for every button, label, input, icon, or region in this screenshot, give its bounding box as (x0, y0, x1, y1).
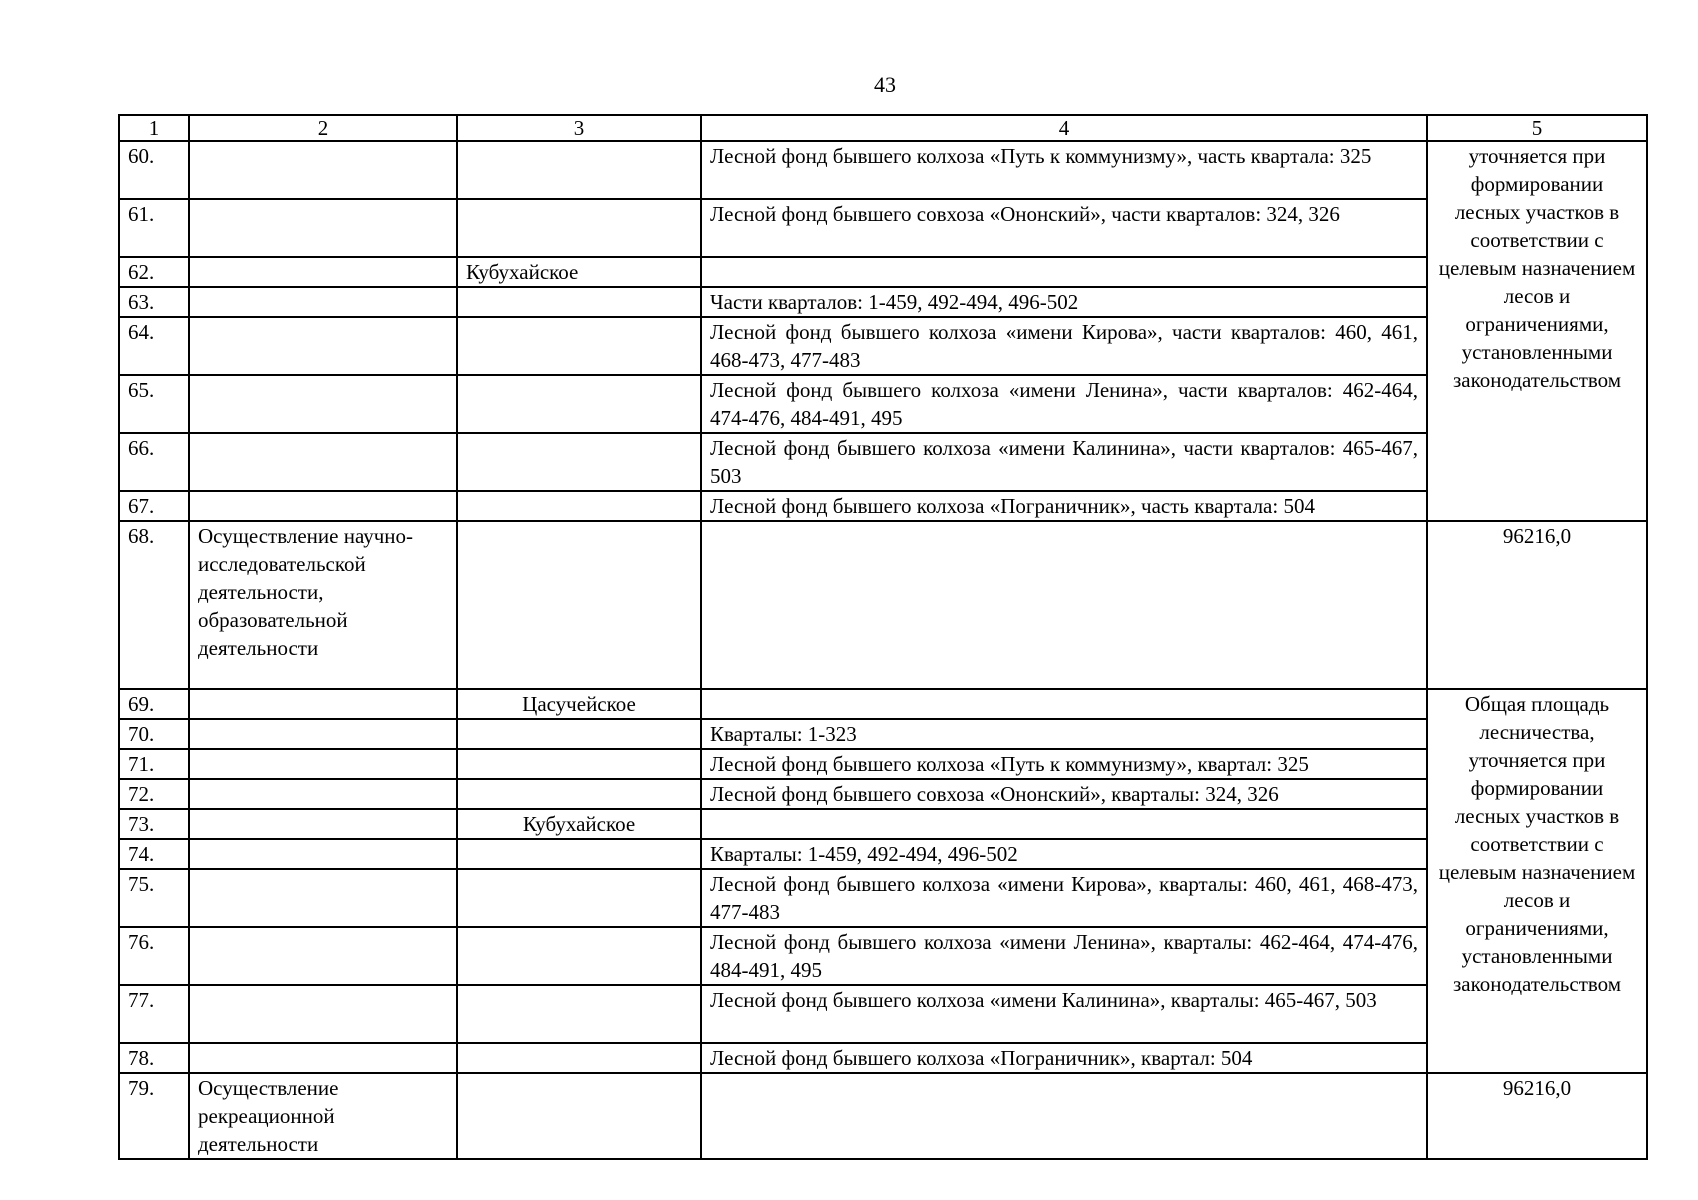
table-row (119, 375, 1647, 433)
row-number: 76. (119, 927, 189, 985)
row-number: 70. (119, 719, 189, 749)
quarters-cell: Лесной фонд бывшего колхоза «имени Ленина», кварталы: 462-464, 474-476, 484-491, 495 (701, 927, 1427, 985)
use-type-cell (189, 779, 457, 809)
header-col-5: 5 (1427, 115, 1647, 141)
table-row (119, 927, 1647, 985)
row-number: 75. (119, 869, 189, 927)
use-type-cell (189, 375, 457, 433)
table-row (119, 141, 1647, 199)
row-number: 77. (119, 985, 189, 1043)
row-number: 62. (119, 257, 189, 287)
quarters-cell (701, 1073, 1427, 1159)
district-cell (457, 1073, 701, 1159)
quarters-cell: Части кварталов: 1-459, 492-494, 496-502 (701, 287, 1427, 317)
row-number: 78. (119, 1043, 189, 1073)
table-row (119, 719, 1647, 749)
row-number: 72. (119, 779, 189, 809)
quarters-cell (701, 257, 1427, 287)
district-cell (457, 521, 701, 689)
district-cell (457, 927, 701, 985)
forest-use-table (118, 114, 1648, 1160)
table-row (119, 521, 1647, 689)
district-cell (457, 839, 701, 869)
district-cell (457, 141, 701, 199)
quarters-cell (701, 521, 1427, 689)
district-cell (457, 719, 701, 749)
district-cell: Кубухайское (457, 257, 701, 287)
district-cell: Кубухайское (457, 809, 701, 839)
use-type-cell (189, 141, 457, 199)
area-value-cell: 96216,0 (1427, 1073, 1647, 1159)
district-cell (457, 375, 701, 433)
row-number: 71. (119, 749, 189, 779)
district-cell (457, 985, 701, 1043)
district-cell (457, 869, 701, 927)
header-col-3: 3 (457, 115, 701, 141)
table-row (119, 491, 1647, 521)
quarters-cell: Кварталы: 1-323 (701, 719, 1427, 749)
row-number: 63. (119, 287, 189, 317)
use-type-cell (189, 491, 457, 521)
total-area-note-cell: Общая площадь лесничества, уточняется при формировании лесных участков в соответствии с целевым назначением лесов и ограничениями, установленными законодательством (1427, 689, 1647, 1073)
district-cell (457, 433, 701, 491)
district-cell (457, 287, 701, 317)
row-number: 65. (119, 375, 189, 433)
use-type-cell (189, 839, 457, 869)
district-cell: Цасучейское (457, 689, 701, 719)
row-number: 69. (119, 689, 189, 719)
use-type-cell (189, 719, 457, 749)
use-type-cell (189, 199, 457, 257)
header-row (119, 115, 1647, 141)
district-cell (457, 779, 701, 809)
use-type-cell (189, 749, 457, 779)
row-number: 68. (119, 521, 189, 689)
page-number: 43 (874, 72, 896, 97)
quarters-cell (701, 689, 1427, 719)
row-number: 66. (119, 433, 189, 491)
use-type-cell (189, 809, 457, 839)
quarters-cell: Лесной фонд бывшего колхоза «Путь к коммунизму», квартал: 325 (701, 749, 1427, 779)
header-col-2: 2 (189, 115, 457, 141)
table-row (119, 869, 1647, 927)
use-type-cell: Осуществление научно-исследовательской деятельности, образовательной деятельности (189, 521, 457, 689)
district-cell (457, 491, 701, 521)
quarters-cell: Лесной фонд бывшего колхоза «Пограничник», квартал: 504 (701, 1043, 1427, 1073)
use-type-cell (189, 689, 457, 719)
table-row (119, 433, 1647, 491)
header-col-4: 4 (701, 115, 1427, 141)
area-note-cell: уточняется при формировании лесных участков в соответствии с целевым назначением лесов и ограничениями, установленными законодательством (1427, 141, 1647, 521)
quarters-cell: Кварталы: 1-459, 492-494, 496-502 (701, 839, 1427, 869)
quarters-cell: Лесной фонд бывшего колхоза «имени Калинина», кварталы: 465-467, 503 (701, 985, 1427, 1043)
district-cell (457, 749, 701, 779)
quarters-cell (701, 809, 1427, 839)
use-type-cell (189, 257, 457, 287)
quarters-cell: Лесной фонд бывшего колхоза «имени Кирова», кварталы: 460, 461, 468-473, 477-483 (701, 869, 1427, 927)
use-type-cell (189, 869, 457, 927)
district-cell (457, 199, 701, 257)
table-row (119, 1043, 1647, 1073)
use-type-cell (189, 433, 457, 491)
table-row (119, 985, 1647, 1043)
quarters-cell: Лесной фонд бывшего колхоза «имени Ленина», части кварталов: 462-464, 474-476, 484-491, 495 (701, 375, 1427, 433)
use-type-cell: Осуществление рекреационной деятельности (189, 1073, 457, 1159)
row-number: 73. (119, 809, 189, 839)
district-cell (457, 1043, 701, 1073)
quarters-cell: Лесной фонд бывшего совхоза «Ононский», кварталы: 324, 326 (701, 779, 1427, 809)
area-value-cell: 96216,0 (1427, 521, 1647, 689)
table-row (119, 287, 1647, 317)
use-type-cell (189, 927, 457, 985)
quarters-cell: Лесной фонд бывшего совхоза «Ононский», части кварталов: 324, 326 (701, 199, 1427, 257)
table-row (119, 689, 1647, 719)
row-number: 64. (119, 317, 189, 375)
quarters-cell: Лесной фонд бывшего колхоза «имени Калинина», части кварталов: 465-467, 503 (701, 433, 1427, 491)
table-row (119, 257, 1647, 287)
use-type-cell (189, 287, 457, 317)
table-row (119, 749, 1647, 779)
table-row (119, 779, 1647, 809)
use-type-cell (189, 317, 457, 375)
quarters-cell: Лесной фонд бывшего колхоза «Пограничник», часть квартала: 504 (701, 491, 1427, 521)
row-number: 74. (119, 839, 189, 869)
use-type-cell (189, 985, 457, 1043)
quarters-cell: Лесной фонд бывшего колхоза «имени Кирова», части кварталов: 460, 461, 468-473, 477-483 (701, 317, 1427, 375)
table-row (119, 317, 1647, 375)
table-row (119, 809, 1647, 839)
row-number: 60. (119, 141, 189, 199)
use-type-cell (189, 1043, 457, 1073)
district-cell (457, 317, 701, 375)
row-number: 79. (119, 1073, 189, 1159)
row-number: 67. (119, 491, 189, 521)
quarters-cell: Лесной фонд бывшего колхоза «Путь к коммунизму», часть квартала: 325 (701, 141, 1427, 199)
row-number: 61. (119, 199, 189, 257)
table-row (119, 839, 1647, 869)
header-col-1: 1 (119, 115, 189, 141)
table-row (119, 199, 1647, 257)
table-row (119, 1073, 1647, 1159)
